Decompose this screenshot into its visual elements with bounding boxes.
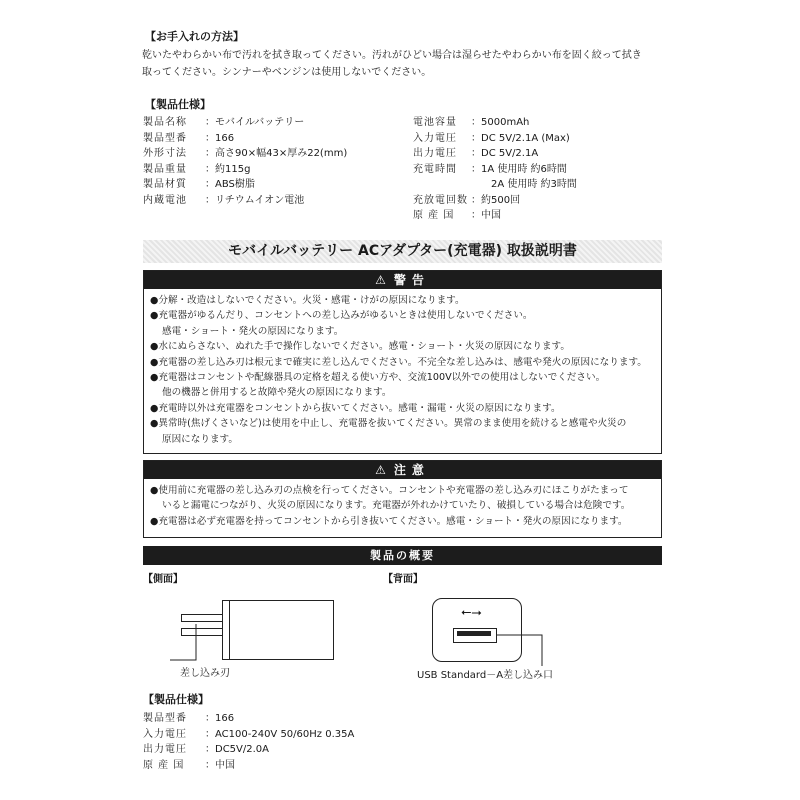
list-item bbox=[150, 308, 655, 339]
charger-spec-heading: 【製品仕様】 bbox=[143, 693, 209, 706]
warning-title: 警告 bbox=[393, 273, 430, 287]
battery-spec-right bbox=[413, 113, 577, 222]
spec-value: DC 5V/2.1A bbox=[481, 148, 539, 159]
spec-key: 出力電圧 bbox=[143, 744, 187, 755]
spec-value: 166 bbox=[215, 132, 235, 144]
spec-row: 充放電回数 ：約500回 bbox=[413, 191, 577, 207]
caution-title: 注意 bbox=[393, 463, 430, 477]
list-item-text: ●使用前に充電器の差し込み刃の点検を行ってください。コンセントや充電器の差し込み刃にほこりがたまって bbox=[150, 485, 629, 496]
list-item-text: ●充電器がゆるんだり、コンセントへの差し込みがゆるいときは使用しないでください。 bbox=[150, 310, 533, 322]
prong-leader-line bbox=[160, 620, 220, 670]
list-item bbox=[150, 339, 655, 354]
spec-key: 製品材質 bbox=[143, 179, 187, 190]
list-item-continuation: 感電・ショート・発火の原因になります。 bbox=[162, 325, 344, 337]
list-item-continuation: 他の機器と併用すると故障や発火の原因になります。 bbox=[162, 387, 392, 399]
spec-key: 製品名称 bbox=[143, 117, 187, 128]
spec-key: 外形寸法 bbox=[143, 148, 187, 159]
spec-row: 製品名称 ：モバイルバッテリー bbox=[143, 113, 347, 129]
list-item-text: ●充電時以外は充電器をコンセントから抜いてください。感電・漏電・火災の原因になります。 bbox=[150, 402, 561, 414]
spec-row: 出力電圧 ：DC5V/2.0A bbox=[143, 740, 354, 756]
spec-value: DC5V/2.0A bbox=[215, 744, 269, 755]
spec-row: 製品型番 ：166 bbox=[143, 129, 347, 145]
warning-header bbox=[144, 271, 661, 289]
side-view-label: 【側面】 bbox=[143, 574, 183, 585]
spec-row: 外形寸法 ：高さ90×幅43×厚み22(mm) bbox=[143, 144, 347, 160]
list-item bbox=[150, 514, 655, 529]
list-item bbox=[150, 370, 655, 401]
spec-key: 製品型番 bbox=[143, 132, 187, 144]
manual-title: モバイルバッテリー ACアダプター(充電器) 取扱説明書 bbox=[143, 240, 662, 263]
list-item-text: ●充電器はコンセントや配線器具の定格を超える使い方や、交流100V以外での使用はしないでください。 bbox=[150, 372, 606, 384]
list-item-text: ●充電器の差し込み刃は根元まで確実に差し込んでください。不完全な差し込みは、感電や発火の原因になります。 bbox=[150, 356, 647, 368]
care-heading: 【お手入れの方法】 bbox=[145, 30, 244, 43]
spec-row bbox=[413, 175, 577, 191]
spec-row: 原 産 国 ：中国 bbox=[143, 756, 354, 772]
caution-list bbox=[144, 479, 661, 531]
spec-key: 入力電圧 bbox=[143, 728, 187, 740]
list-item bbox=[150, 483, 655, 514]
spec-value: 約115g bbox=[215, 163, 251, 175]
list-item-continuation: いると漏電につながり、火災の原因になります。充電器が外れかけていたり、破損している場合は危険です。 bbox=[162, 500, 631, 512]
spec-value: 中国 bbox=[215, 759, 235, 771]
spec-key: 充電時間 bbox=[413, 163, 457, 175]
list-item bbox=[150, 401, 655, 416]
spec-row: 入力電圧 ：AC100-240V 50/60Hz 0.35A bbox=[143, 725, 354, 741]
list-item-text: ●異常時(焦げくさいなど)は使用を中止し、充電器を抜いてください。異常のまま使用を続けると感電や火災の bbox=[150, 418, 627, 430]
spec-row: 製品重量 ：約115g bbox=[143, 160, 347, 176]
spec-row: 充電時間 ：1A 使用時 約6時間 bbox=[413, 160, 577, 176]
spec-value: AC100-240V 50/60Hz 0.35A bbox=[215, 728, 355, 740]
caution-triangle-icon: ⚠ bbox=[375, 463, 386, 477]
spec-row: 内蔵電池 ：リチウムイオン電池 bbox=[143, 191, 347, 207]
warning-list bbox=[144, 289, 661, 449]
warning-triangle-icon: ⚠ bbox=[375, 273, 386, 287]
charger-side-body bbox=[222, 600, 334, 660]
list-item bbox=[150, 355, 655, 370]
spec-value: 5000mAh bbox=[481, 117, 530, 128]
care-line-1: 乾いたやわらかい布で汚れを拭き取ってください。汚れがひどい場合は湿らせたやわらかい布を固く絞って拭き bbox=[142, 50, 642, 61]
spec-value: 約500回 bbox=[481, 194, 521, 206]
spec-key: 出力電圧 bbox=[413, 148, 457, 159]
spec-key: 製品重量 bbox=[143, 163, 187, 175]
charger-spec-list bbox=[143, 709, 354, 771]
spec-key: 原 産 国 bbox=[413, 210, 455, 221]
care-text bbox=[142, 47, 662, 81]
list-item-text: ●充電器は必ず充電器を持ってコンセントから引き抜いてください。感電・ショート・発火の原因になります。 bbox=[150, 515, 628, 527]
list-item bbox=[150, 293, 655, 308]
spec-key: 原 産 国 bbox=[143, 759, 185, 771]
list-item-text: ●水にぬらさない、ぬれた手で操作しないでください。感電・ショート・火災の原因になります。 bbox=[150, 341, 570, 353]
spec-row: 製品材質 ：ABS樹脂 bbox=[143, 175, 347, 191]
battery-spec-heading: 【製品仕様】 bbox=[145, 98, 211, 111]
spec-key: 製品型番 bbox=[143, 713, 187, 724]
usb-leader-line bbox=[490, 628, 550, 668]
spec-value: 高さ90×幅43×厚み22(mm) bbox=[215, 148, 348, 159]
back-view-label: 【背面】 bbox=[383, 574, 423, 585]
spec-row: 原 産 国 ：中国 bbox=[413, 206, 577, 222]
list-item-text: ●分解・改造はしないでください。火災・感電・けがの原因になります。 bbox=[150, 295, 465, 306]
spec-value: ABS樹脂 bbox=[215, 179, 255, 190]
usb-port-label: USB Standard－A差し込み口 bbox=[417, 670, 554, 681]
prong-label: 差し込み刃 bbox=[180, 668, 230, 679]
spec-key: 充放電回数 bbox=[413, 194, 468, 206]
battery-spec-left bbox=[143, 113, 347, 206]
list-item-continuation: 原因になります。 bbox=[162, 433, 238, 445]
caution-header bbox=[144, 461, 661, 479]
spec-key: 電池容量 bbox=[413, 117, 457, 128]
spec-key: 内蔵電池 bbox=[143, 194, 187, 206]
spec-value: 166 bbox=[215, 713, 235, 724]
overview-title: 製品の概要 bbox=[143, 546, 662, 565]
spec-value: DC 5V/2.1A (Max) bbox=[481, 132, 570, 144]
care-line-2: 取ってください。シンナーやベンジンは使用しないでください。 bbox=[142, 67, 432, 78]
spec-row: 電池容量 ：5000mAh bbox=[413, 113, 577, 129]
list-item bbox=[150, 416, 655, 447]
spec-row: 出力電圧 ：DC 5V/2.1A bbox=[413, 144, 577, 160]
spec-value: 1A 使用時 約6時間 bbox=[481, 163, 567, 175]
spec-value: リチウムイオン電池 bbox=[215, 194, 305, 206]
spec-row: 製品型番 ：166 bbox=[143, 709, 354, 725]
spec-value: 2A 使用時 約3時間 bbox=[491, 179, 577, 190]
spec-row: 入力電圧 ：DC 5V/2.1A (Max) bbox=[413, 129, 577, 145]
spec-value: 中国 bbox=[481, 210, 501, 221]
warning-box bbox=[143, 270, 662, 454]
usb-symbol-icon: ⭠⭢ bbox=[461, 605, 482, 620]
spec-key: 入力電圧 bbox=[413, 132, 457, 144]
spec-value: モバイルバッテリー bbox=[215, 117, 305, 128]
caution-box bbox=[143, 460, 662, 538]
